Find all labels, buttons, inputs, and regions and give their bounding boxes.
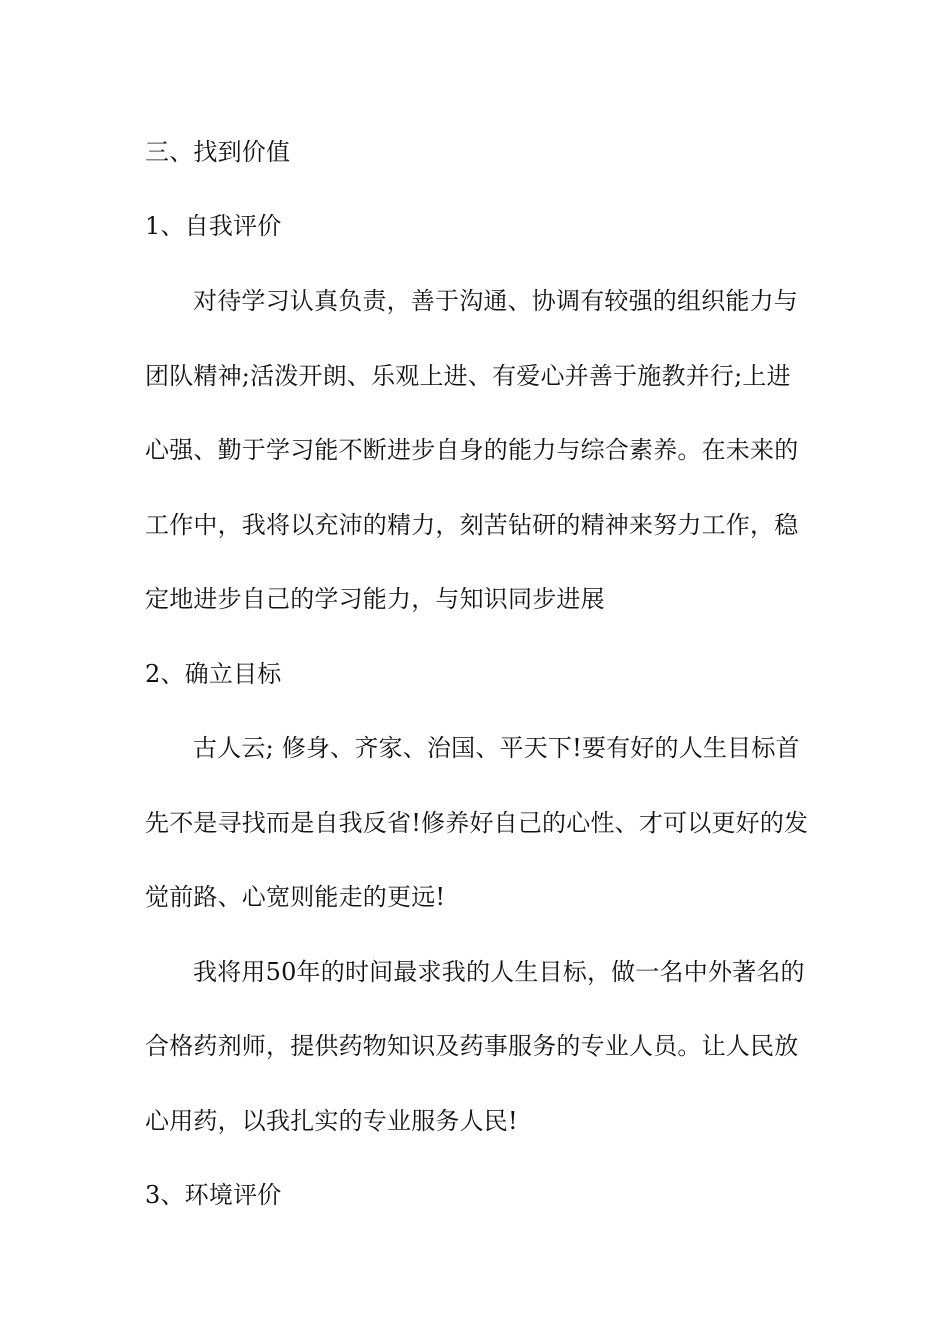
item-heading-environment-evaluation: 3、环境评价 [145,1181,282,1209]
paragraph-line: 先不是寻找而是自我反省!修养好自己的心性、才可以更好的发 [145,809,809,837]
paragraph-line: 合格药剂师，提供药物知识及药事服务的专业人员。让人民放 [145,1032,799,1060]
paragraph-line: 古人云; 修身、齐家、治国、平天下!要有好的人生目标首 [193,734,800,762]
paragraph-line: 心用药，以我扎实的专业服务人民! [145,1107,518,1135]
paragraph-line: 对待学习认真负责，善于沟通、协调有较强的组织能力与 [193,287,798,315]
paragraph-line: 觉前路、心宽则能走的更远! [145,883,446,911]
item-heading-set-goals: 2、确立目标 [145,660,282,688]
item-heading-self-evaluation: 1、自我评价 [145,212,282,240]
paragraph-line: 定地进步自己的学习能力，与知识同步进展 [145,585,605,613]
paragraph-line: 我将用50年的时间最求我的人生目标，做一名中外著名的 [193,958,805,986]
section-heading: 三、找到价值 [145,138,291,166]
paragraph-line: 工作中，我将以充沛的精力，刻苦钻研的精神来努力工作，稳 [145,511,799,539]
paragraph-line: 团队精神;活泼开朗、乐观上进、有爱心并善于施教并行;上进 [145,362,791,390]
paragraph-line: 心强、勤于学习能不断进步自身的能力与综合素养。在未来的 [145,436,799,464]
